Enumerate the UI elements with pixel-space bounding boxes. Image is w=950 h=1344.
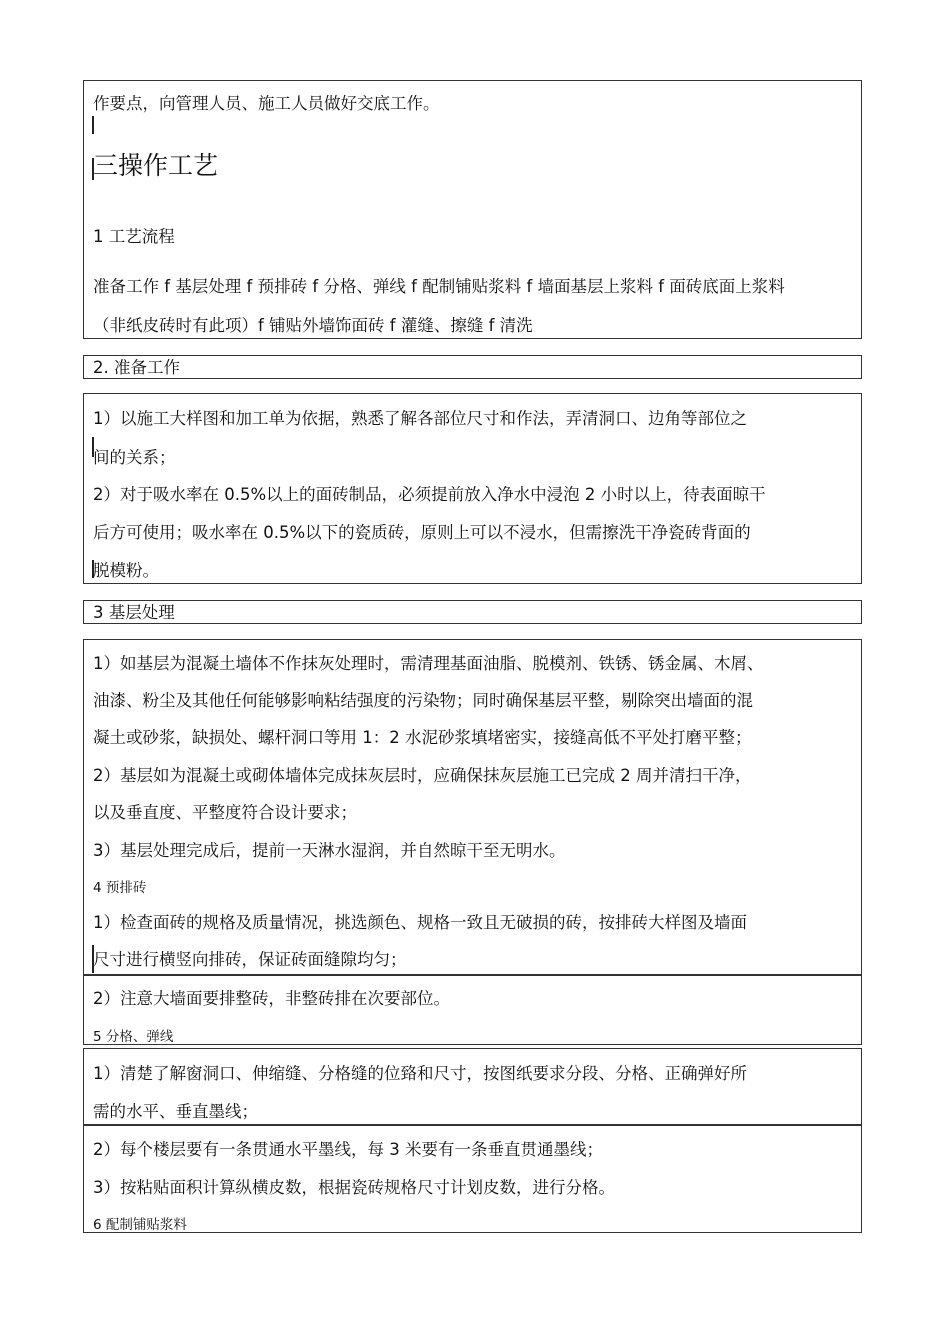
continued-text: 作要点，向管理人员、施工人员做好交底工作。 (93, 94, 440, 113)
prep-line-3: 2）对于吸水率在 0.5%以上的面砖制品，必须提前放入净水中浸泡 2 小时以上，待表面晾干 (93, 485, 766, 504)
grid-line-2: 需的水平、垂直墨线； (93, 1102, 258, 1121)
base-line-3: 凝土或砂浆，缺损处、螺杆洞口等用 1：2 水泥砂浆填堵密实，接缝高低不平处打磨平整； (93, 728, 752, 747)
grid-line-1: 1）清楚了解窗洞口、伸缩缝、分格缝的位臵和尺寸，按图纸要求分段、分格、正确弹好所 (93, 1064, 747, 1083)
section-title-grid: 5 分格、弹线 (93, 1029, 174, 1045)
margin-mark (92, 116, 94, 134)
prelay-line-1: 1）检查面砖的规格及质量情况，挑选颜色、规格一致且无破损的砖，按排砖大样图及墙面 (93, 913, 747, 932)
section-title-prelay: 4 预排砖 (93, 880, 147, 896)
process-flow-line-1: 准备工作 f 基层处理 f 预排砖 f 分格、弹线 f 配制铺贴浆料 f 墙面基层上浆料 f 面砖底面上浆料 (93, 277, 785, 296)
process-flow-line-2: （非纸皮砖时有此项）f 铺贴外墙饰面砖 f 灌缝、擦缝 f 清洗 (93, 316, 533, 335)
prep-line-4: 后方可使用；吸水率在 0.5%以下的瓷质砖，原则上可以不浸水，但需擦洗干净瓷砖背面的 (93, 523, 751, 542)
grid-line-3: 2）每个楼层要有一条贯通水平墨线，每 3 米要有一条垂直贯通墨线； (93, 1140, 603, 1159)
base-line-1: 1）如基层为混凝土墙体不作抹灰处理时，需清理基面油脂、脱模剂、铁锈、锈金属、木屑、 (93, 654, 764, 673)
section-title-base: 3 基层处理 (93, 603, 175, 622)
box-prep-title (83, 355, 862, 379)
box-base-title (83, 600, 862, 624)
base-line-4: 2）基层如为混凝土或砌体墙体完成抹灰层时，应确保抹灰层施工已完成 2 周并清扫干净， (93, 766, 752, 785)
box-prelay-cont (83, 975, 862, 1045)
box-process-overview (83, 80, 862, 339)
subheading-process-flow: 1 工艺流程 (93, 227, 175, 246)
prep-line-5: 脱模粉。 (93, 561, 159, 580)
prep-line-2: 间的关系； (93, 448, 176, 467)
section-title-slurry: 6 配制铺贴浆料 (93, 1217, 187, 1233)
grid-line-4: 3）按粘贴面积计算纵横皮数，根据瓷砖规格尺寸计划皮数，进行分格。 (93, 1178, 615, 1197)
section-heading: 三操作工艺 (93, 151, 219, 180)
base-line-2: 油漆、粉尘及其他任何能够影响粘结强度的污染物；同时确保基层平整，剔除突出墙面的混 (93, 691, 753, 710)
base-line-6: 3）基层处理完成后，提前一天淋水湿润，并自然晾干至无明水。 (93, 841, 566, 860)
prep-line-1: 1）以施工大样图和加工单为依据，熟悉了解各部位尺寸和作法，弄清洞口、边角等部位之 (93, 409, 747, 428)
base-line-5: 以及垂直度、平整度符合设计要求； (93, 803, 357, 822)
section-title-prep: 2. 准备工作 (93, 358, 180, 377)
prelay-line-3: 2）注意大墙面要排整砖，非整砖排在次要部位。 (93, 989, 450, 1008)
prelay-line-2: 尺寸进行横竖向排砖，保证砖面缝隙均匀； (93, 950, 407, 969)
